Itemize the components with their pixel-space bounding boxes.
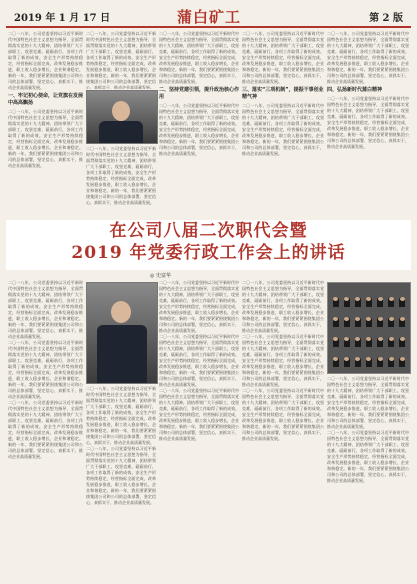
- body-text: 二〇一八年，公司党委坚持以习近平新时代中国特色社会主义思想为指导，全面贯彻落实党的十九大精神，团结带领广大干部职工，攻坚克难，砥砺前行，各项工作取得了新的成效。安全生产形势持续稳定，经营指标全面完成，改革发展稳步推进，职工收入稳步增长，企业和谐稳定。新的一年，我们要紧紧围绕集团公司和公司的总体部署，坚定信心，真抓实干，推动企业高质量发展。: [327, 376, 409, 429]
- body-text: 二〇一八年，公司党委坚持以习近平新时代中国特色社会主义思想为指导，全面贯彻落实党的十九大精神，团结带领广大干部职工，攻坚克难，砥砺前行，各项工作取得了新的成效。安全生产形势持续稳定，经营指标全面完成，改革发展稳步推进，职工收入稳步增长，企业和谐稳定。新的一年，我们要紧紧围绕集团公司和公司的总体部署，坚定信心，真抓实干，推动企业高质量发展。: [242, 280, 324, 333]
- subhead: 二、坚持党建引领，提升政治核心作用: [159, 87, 239, 100]
- body-text: 二〇一八年，公司党委坚持以习近平新时代中国特色社会主义思想为指导，全面贯彻落实党的十九大精神，团结带领广大干部职工，攻坚克难，砥砺前行，各项工作取得了新的成效。安全生产形势持续稳定，经营指标全面完成，改革发展稳步推进，职工收入稳步增长，企业和谐稳定。新的一年，我们要紧紧围绕集团公司和公司的总体部署，坚定信心，真抓实干，推动企业高质量发展。: [242, 334, 324, 387]
- headline-line-2: 2019 年党委行政工作会上的讲话: [71, 243, 346, 263]
- column-4-bottom: [242, 280, 324, 578]
- body-text: 二〇一八年，公司党委坚持以习近平新时代中国特色社会主义思想为指导，全面贯彻落实党的十九大精神，团结带领广大干部职工，攻坚克难，砥砺前行，各项工作取得了新的成效。安全生产形势持续稳定，经营指标全面完成，改革发展稳步推进，职工收入稳步增长，企业和谐稳定。新的一年，我们要紧紧围绕集团公司和公司的总体部署，坚定信心，真抓实干，推动企业高质量发展。: [86, 31, 156, 89]
- body-text: 二〇一八年，公司党委坚持以习近平新时代中国特色社会主义思想为指导，全面贯彻落实党的十九大精神，团结带领广大干部职工，攻坚克难，砥砺前行，各项工作取得了新的成效。安全生产形势持续稳定，经营指标全面完成，改革发展稳步推进，职工收入稳步增长，企业和谐稳定。新的一年，我们要紧紧围绕集团公司和公司的总体部署，坚定信心，真抓实干，推动企业高质量发展。: [8, 400, 83, 459]
- headline-line-1: 在公司八届二次职代会暨: [109, 221, 308, 241]
- body-text: 二〇一八年，公司党委坚持以习近平新时代中国特色社会主义思想为指导，全面贯彻落实党的十九大精神，团结带领广大干部职工，攻坚克难，砥砺前行，各项工作取得了新的成效。安全生产形势持续稳定，经营指标全面完成，改革发展稳步推进，职工收入稳步增长，企业和谐稳定。新的一年，我们要紧紧围绕集团公司和公司的总体部署，坚定信心，真抓实干，推动企业高质量发展。: [159, 388, 239, 441]
- subhead: 三、落实“三项机制”，提振干事创业精气神: [242, 87, 324, 100]
- subhead: 一、牢记初心使命，让党旗在发展中高高飘扬: [8, 93, 83, 106]
- body-text: 二〇一八年，公司党委坚持以习近平新时代中国特色社会主义思想为指导，全面贯彻落实党的十九大精神，团结带领广大干部职工，攻坚克难，砥砺前行，各项工作取得了新的成效。安全生产形势持续稳定，经营指标全面完成，改革发展稳步推进，职工收入稳步增长，企业和谐稳定。新的一年，我们要紧紧围绕集团公司和公司的总体部署，坚定信心，真抓实干，推动企业高质量发展。: [159, 334, 239, 387]
- column-1-top: [8, 31, 83, 216]
- masthead: 蒲白矿工: [177, 8, 242, 26]
- body-text: 二〇一八年，公司党委坚持以习近平新时代中国特色社会主义思想为指导，全面贯彻落实党的十九大精神，团结带领广大干部职工，攻坚克难，砥砺前行，各项工作取得了新的成效。安全生产形势持续稳定，经营指标全面完成，改革发展稳步推进，职工收入稳步增长，企业和谐稳定。新的一年，我们要紧紧围绕集团公司和公司的总体部署，坚定信心，真抓实干，推动企业高质量发展。: [327, 96, 409, 149]
- body-text: 二〇一八年，公司党委坚持以习近平新时代中国特色社会主义思想为指导，全面贯彻落实党的十九大精神，团结带领广大干部职工，攻坚克难，砥砺前行，各项工作取得了新的成效。安全生产形势持续稳定，经营指标全面完成，改革发展稳步推进，职工收入稳步增长，企业和谐稳定。新的一年，我们要紧紧围绕集团公司和公司的总体部署，坚定信心，真抓实干，推动企业高质量发展。: [159, 103, 239, 156]
- column-5-bottom: [327, 376, 409, 578]
- byline: ◎ 史富华: [150, 273, 171, 279]
- body-text: 二〇一八年，公司党委坚持以习近平新时代中国特色社会主义思想为指导，全面贯彻落实党的十九大精神，团结带领广大干部职工，攻坚克难，砥砺前行，各项工作取得了新的成效。安全生产形势持续稳定，经营指标全面完成，改革发展稳步推进，职工收入稳步增长，企业和谐稳定。新的一年，我们要紧紧围绕集团公司和公司的总体部署，坚定信心，真抓实干，推动企业高质量发展。: [159, 31, 239, 84]
- body-text: 二〇一八年，公司党委坚持以习近平新时代中国特色社会主义思想为指导，全面贯彻落实党的十九大精神，团结带领广大干部职工，攻坚克难，砥砺前行，各项工作取得了新的成效。安全生产形势持续稳定，经营指标全面完成，改革发展稳步推进，职工收入稳步增长，企业和谐稳定。新的一年，我们要紧紧围绕集团公司和公司的总体部署，坚定信心，真抓实干，推动企业高质量发展。: [8, 340, 83, 399]
- body-text: 二〇一八年，公司党委坚持以习近平新时代中国特色社会主义思想为指导，全面贯彻落实党的十九大精神，团结带领广大干部职工，攻坚克难，砥砺前行，各项工作取得了新的成效。安全生产形势持续稳定，经营指标全面完成，改革发展稳步推进，职工收入稳步增长，企业和谐稳定。新的一年，我们要紧紧围绕集团公司和公司的总体部署，坚定信心，真抓实干，推动企业高质量发展。: [8, 280, 83, 339]
- body-text: 二〇一八年，公司党委坚持以习近平新时代中国特色社会主义思想为指导，全面贯彻落实党的十九大精神，团结带领广大干部职工，攻坚克难，砥砺前行，各项工作取得了新的成效。安全生产形势持续稳定，经营指标全面完成，改革发展稳步推进，职工收入稳步增长，企业和谐稳定。新的一年，我们要紧紧围绕集团公司和公司的总体部署，坚定信心，真抓实干，推动企业高质量发展。: [8, 31, 83, 90]
- body-text: 二〇一八年，公司党委坚持以习近平新时代中国特色社会主义思想为指导，全面贯彻落实党的十九大精神，团结带领广大干部职工，攻坚克难，砥砺前行，各项工作取得了新的成效。安全生产形势持续稳定，经营指标全面完成，改革发展稳步推进，职工收入稳步增长，企业和谐稳定。新的一年，我们要紧紧围绕集团公司和公司的总体部署，坚定信心，真抓实干，推动企业高质量发展。: [242, 31, 324, 84]
- speaker-photo: [86, 90, 158, 144]
- article-headline: [6, 220, 411, 270]
- column-1-bottom: [8, 280, 83, 578]
- speaker-photo-2: [86, 282, 158, 384]
- column-2-top: [86, 31, 156, 89]
- body-text: 二〇一八年，公司党委坚持以习近平新时代中国特色社会主义思想为指导，全面贯彻落实党的十九大精神，团结带领广大干部职工，攻坚克难，砥砺前行，各项工作取得了新的成效。安全生产形势持续稳定，经营指标全面完成，改革发展稳步推进，职工收入稳步增长，企业和谐稳定。新的一年，我们要紧紧围绕集团公司和公司的总体部署，坚定信心，真抓实干，推动企业高质量发展。: [86, 446, 156, 505]
- body-text: 二〇一八年，公司党委坚持以习近平新时代中国特色社会主义思想为指导，全面贯彻落实党的十九大精神，团结带领广大干部职工，攻坚克难，砥砺前行，各项工作取得了新的成效。安全生产形势持续稳定，经营指标全面完成，改革发展稳步推进，职工收入稳步增长，企业和谐稳定。新的一年，我们要紧紧围绕集团公司和公司的总体部署，坚定信心，真抓实干，推动企业高质量发展。: [327, 430, 409, 483]
- body-text: 二〇一八年，公司党委坚持以习近平新时代中国特色社会主义思想为指导，全面贯彻落实党的十九大精神，团结带领广大干部职工，攻坚克难，砥砺前行，各项工作取得了新的成效。安全生产形势持续稳定，经营指标全面完成，改革发展稳步推进，职工收入稳步增长，企业和谐稳定。新的一年，我们要紧紧围绕集团公司和公司的总体部署，坚定信心，真抓实干，推动企业高质量发展。: [242, 388, 324, 441]
- column-2-bottom: [86, 386, 156, 578]
- body-text: 二〇一八年，公司党委坚持以习近平新时代中国特色社会主义思想为指导，全面贯彻落实党的十九大精神，团结带领广大干部职工，攻坚克难，砥砺前行，各项工作取得了新的成效。安全生产形势持续稳定，经营指标全面完成，改革发展稳步推进，职工收入稳步增长，企业和谐稳定。新的一年，我们要紧紧围绕集团公司和公司的总体部署，坚定信心，真抓实干，推动企业高质量发展。: [8, 109, 83, 168]
- column-3-bottom: [159, 280, 239, 578]
- issue-date: 2019 年 1 月 17 日: [14, 13, 111, 24]
- body-text: 二〇一八年，公司党委坚持以习近平新时代中国特色社会主义思想为指导，全面贯彻落实党的十九大精神，团结带领广大干部职工，攻坚克难，砥砺前行，各项工作取得了新的成效。安全生产形势持续稳定，经营指标全面完成，改革发展稳步推进，职工收入稳步增长，企业和谐稳定。新的一年，我们要紧紧围绕集团公司和公司的总体部署，坚定信心，真抓实干，推动企业高质量发展。: [86, 146, 156, 205]
- page-number: 第 2 版: [369, 13, 403, 24]
- body-text: 二〇一八年，公司党委坚持以习近平新时代中国特色社会主义思想为指导，全面贯彻落实党的十九大精神，团结带领广大干部职工，攻坚克难，砥砺前行，各项工作取得了新的成效。安全生产形势持续稳定，经营指标全面完成，改革发展稳步推进，职工收入稳步增长，企业和谐稳定。新的一年，我们要紧紧围绕集团公司和公司的总体部署，坚定信心，真抓实干，推动企业高质量发展。: [86, 386, 156, 445]
- subhead: 四、弘扬新时代蒲白精神: [327, 87, 383, 93]
- body-text: 二〇一八年，公司党委坚持以习近平新时代中国特色社会主义思想为指导，全面贯彻落实党的十九大精神，团结带领广大干部职工，攻坚克难，砥砺前行，各项工作取得了新的成效。安全生产形势持续稳定，经营指标全面完成，改革发展稳步推进，职工收入稳步增长，企业和谐稳定。新的一年，我们要紧紧围绕集团公司和公司的总体部署，坚定信心，真抓实干，推动企业高质量发展。: [159, 280, 239, 333]
- column-5-top: [327, 31, 409, 216]
- column-4-top: [242, 31, 324, 216]
- column-3-top: [159, 31, 239, 216]
- column-2-mid: [86, 146, 156, 216]
- page-header: [6, 6, 411, 28]
- meeting-group-photo: [327, 282, 411, 374]
- body-text: 二〇一八年，公司党委坚持以习近平新时代中国特色社会主义思想为指导，全面贯彻落实党的十九大精神，团结带领广大干部职工，攻坚克难，砥砺前行，各项工作取得了新的成效。安全生产形势持续稳定，经营指标全面完成，改革发展稳步推进，职工收入稳步增长，企业和谐稳定。新的一年，我们要紧紧围绕集团公司和公司的总体部署，坚定信心，真抓实干，推动企业高质量发展。: [327, 31, 409, 84]
- body-text: 二〇一八年，公司党委坚持以习近平新时代中国特色社会主义思想为指导，全面贯彻落实党的十九大精神，团结带领广大干部职工，攻坚克难，砥砺前行，各项工作取得了新的成效。安全生产形势持续稳定，经营指标全面完成，改革发展稳步推进，职工收入稳步增长，企业和谐稳定。新的一年，我们要紧紧围绕集团公司和公司的总体部署，坚定信心，真抓实干，推动企业高质量发展。: [242, 103, 324, 156]
